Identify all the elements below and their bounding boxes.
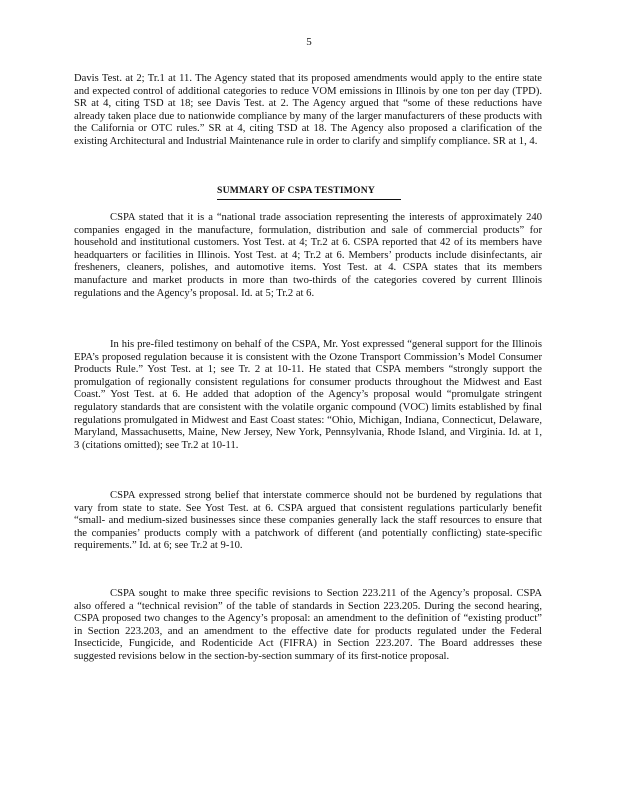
paragraph-text: CSPA stated that it is a “national trade association representing the interests of approximately 240 companies engaged in the manufacture, formulation, distribution and sale of commercial products” for household and institutional customers. Yost Test. at 4; Tr.2 at 6. CSPA reported that 42 of its members have headquarters or facilities in Illinois. Yost Test. at 4; Tr.2 at 6. Members’ products include disinfectants, air fresheners, cleaners, polishes, and automotive items. Yost Test. at 4. CSPA states that its members manufacture and market products in more than two-thirds of the categories covered by current Illinois regulations and the Agency’s proposal. Id. at 5; Tr.2 at 6. [74, 212, 542, 299]
section-heading [0, 185, 618, 200]
paragraph-text: Davis Test. at 2; Tr.1 at 11. The Agency stated that its proposed amendments would apply to the entire state and expected control of additional categories to reduce VOM emissions in Illinois by one ton per day (TPD). SR at 4, citing TSD at 18; see Davis Test. at 2. The Agency argued that “some of these reductions have already taken place due to nationwide compliance by many of the larger manufacturers of these products with the California or OTC rules.” SR at 4, citing TSD at 18. The Agency also proposed a clarification of the existing Architectural and Industrial Maintenance rule in order to clarify and simplify compliance. SR at 1, 4. [74, 73, 542, 147]
paragraph-revisions [74, 588, 542, 664]
paragraph-text: In his pre-filed testimony on behalf of the CSPA, Mr. Yost expressed “general support for the Illinois EPA’s proposed regulation because it is consistent with the Ozone Transport Commission’s Model Consumer Products Rule.” Yost Test. at 1; see Tr. 2 at 10-11. He stated that CSPA members “strongly support the promulgation of regionally consistent regulations for consumer products throughout the Midwest and East Coast.” Yost Test. at 6. He added that adoption of the Agency’s proposal would “promulgate stringent regulatory standards that are consistent with the volatile organic compound (VOC) limits established by final regulations promulgated in Midwest and East Coast states: “Ohio, Michigan, Indiana, Connecticut, Delaware, Maryland, Massachusetts, Maine, New Jersey, New York, Pennsylvania, Rhode Island, and Virginia. Id. at 1, 3 (citations omitted); see Tr.2 at 10-11. [74, 339, 542, 451]
paragraph-yost-testimony [74, 339, 542, 452]
paragraph-text: CSPA sought to make three specific revisions to Section 223.211 of the Agency’s proposal. CSPA also offered a “technical revision” of the table of standards in Section 223.205. During the second hearing, CSPA proposed two changes to the Agency’s proposal: an amendment to the definition of “existing product” in Section 223.203, and an amendment to the effective date for products regulated under the Federal Insecticide, Fungicide, and Rodenticide Act (FIFRA) in Section 223.207. The Board addresses these suggested revisions below in the section-by-section summary of its first-notice proposal. [74, 588, 542, 662]
paragraph-cspa-description [74, 212, 542, 300]
page-number: 5 [306, 36, 312, 48]
section-heading-text: SUMMARY OF CSPA TESTIMONY [217, 185, 401, 200]
paragraph-text: CSPA expressed strong belief that interstate commerce should not be burdened by regulations that vary from state to state. See Yost Test. at 6. CSPA argued that consistent regulations particularly benefit “small- and medium-sized businesses since these companies generally lack the staff resources to ensure that the companies’ products comply with a patchwork of different (and potentially conflicting) state-specific requirements.” Id. at 6; see Tr.2 at 9-10. [74, 490, 542, 552]
paragraph-interstate-commerce [74, 490, 542, 553]
intro-paragraph [74, 73, 542, 149]
